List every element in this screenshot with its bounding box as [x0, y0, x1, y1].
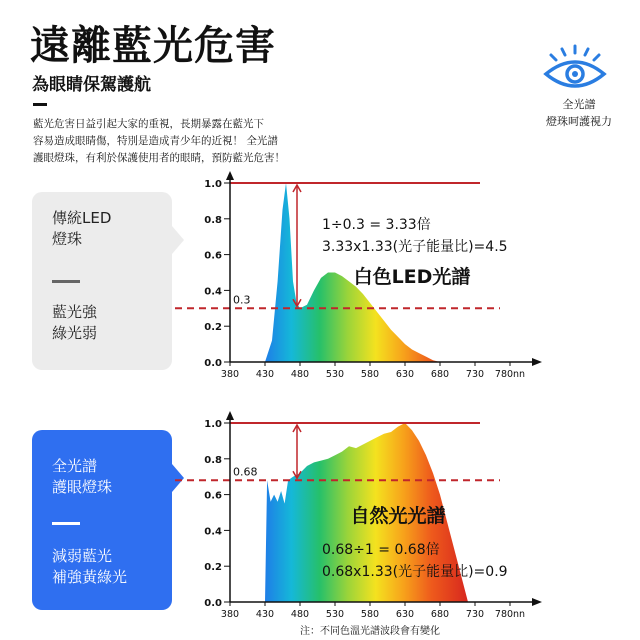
x-tick-label: 380 — [220, 369, 240, 380]
x-tick-label: 480 — [290, 369, 310, 380]
card-desc-line: 綠光弱 — [52, 324, 98, 342]
x-tick-label: 580 — [360, 369, 380, 380]
intro-line: 容易造成眼睛傷，特別是造成青少年的近視！ 全光譜 — [33, 135, 278, 147]
x-tick-label: 780nn — [494, 369, 526, 380]
ratio-annotation: 3.33x1.33(光子能量比)=4.5 — [322, 239, 508, 255]
y-axis-arrow — [226, 411, 234, 420]
x-tick-label: 630 — [395, 369, 415, 380]
x-tick-label: 480 — [290, 609, 310, 620]
natural-spectrum-chart — [175, 411, 542, 620]
y-tick-label: 0.0 — [204, 598, 222, 609]
x-tick-label: 530 — [325, 369, 345, 380]
led-spectrum-chart — [175, 171, 542, 380]
badge-line: 全光譜 — [562, 98, 596, 111]
x-axis-arrow — [532, 358, 542, 366]
y-tick-label: 0.4 — [204, 526, 222, 538]
card-title-line: 護眼燈珠 — [52, 478, 113, 496]
y-tick-label: 0.6 — [204, 490, 222, 502]
x-tick-label: 380 — [220, 609, 240, 620]
x-tick-label: 680 — [430, 369, 450, 380]
page-subtitle: 為眼睛保駕護航 — [32, 75, 151, 95]
footnote: 注：不同色溫光譜波段會有變化 — [300, 626, 440, 637]
card-desc-line: 補強黃綠光 — [52, 568, 128, 586]
card-desc-line: 減弱藍光 — [52, 547, 113, 565]
x-tick-label: 730 — [465, 369, 485, 380]
y-tick-label: 0.6 — [204, 250, 222, 262]
page-title: 遠離藍光危害 — [30, 23, 276, 69]
x-tick-label: 430 — [255, 369, 275, 380]
card-title-line: 燈珠 — [52, 230, 83, 248]
ratio-annotation: 1÷0.3 = 3.33倍 — [322, 217, 431, 233]
x-tick-label: 730 — [465, 609, 485, 620]
y-tick-label: 1.0 — [204, 419, 222, 430]
x-tick-label: 680 — [430, 609, 450, 620]
x-axis-arrow — [532, 598, 542, 606]
y-tick-label: 0.8 — [204, 454, 222, 466]
card-title-line: 全光譜 — [52, 457, 98, 475]
intro-line: 藍光危害日益引起大家的重視，長期暴露在藍光下 — [33, 118, 264, 130]
ratio-annotation: 0.68÷1 = 0.68倍 — [322, 542, 440, 558]
y-tick-label: 0.8 — [204, 214, 222, 226]
x-tick-label: 630 — [395, 609, 415, 620]
card-desc-line: 藍光強 — [52, 303, 98, 321]
x-tick-label: 430 — [255, 609, 275, 620]
reference-label: 0.3 — [233, 293, 251, 307]
y-tick-label: 1.0 — [204, 179, 222, 190]
x-tick-label: 530 — [325, 609, 345, 620]
ratio-annotation: 0.68x1.33(光子能量比)=0.9 — [322, 564, 508, 580]
y-tick-label: 0.0 — [204, 358, 222, 369]
y-axis-arrow — [226, 171, 234, 180]
card-title-line: 傳統LED — [52, 209, 112, 227]
reference-label: 0.68 — [233, 465, 258, 479]
x-tick-label: 580 — [360, 609, 380, 620]
intro-line: 護眼燈珠，有利於保護使用者的眼睛，預防藍光危害！ — [33, 152, 285, 164]
chart-title: 白色LED光譜 — [353, 266, 471, 288]
chart-title: 自然光光譜 — [350, 505, 446, 527]
y-tick-label: 0.2 — [204, 562, 222, 574]
y-tick-label: 0.2 — [204, 322, 222, 334]
badge-line: 燈珠呵護視力 — [546, 115, 612, 128]
y-tick-label: 0.4 — [204, 286, 222, 298]
x-tick-label: 780nn — [494, 609, 526, 620]
